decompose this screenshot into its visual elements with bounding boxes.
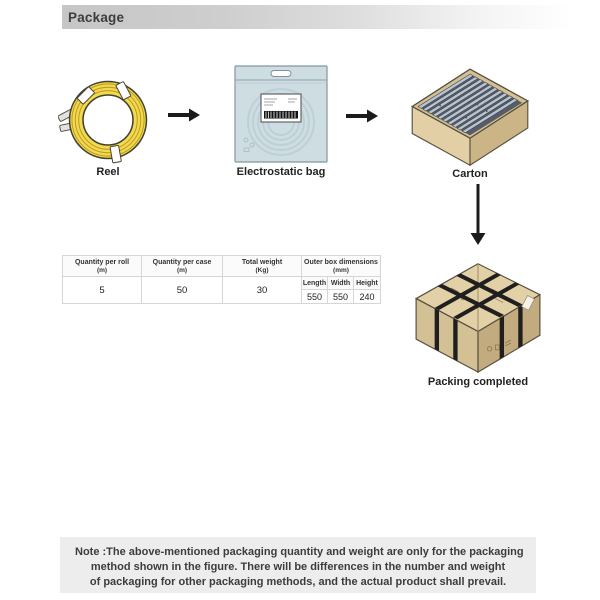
note-line: Note :The above-mentioned packaging quantity and weight are only for the packaging bbox=[75, 546, 524, 558]
packing-completed-caption: Packing completed bbox=[427, 376, 529, 388]
arrow-down-icon bbox=[470, 184, 486, 246]
bag-caption: Electrostatic bag bbox=[236, 166, 326, 178]
bag-label-barcode bbox=[264, 111, 298, 119]
carton-caption: Carton bbox=[452, 168, 488, 180]
cell-qty-per-roll: 5 bbox=[63, 277, 142, 304]
reel-illustration bbox=[58, 70, 158, 170]
packing-spec-table-wrap bbox=[62, 255, 381, 304]
col-header-qty-per-case: Quantity per case (m) bbox=[142, 256, 223, 277]
packing-completed-illustration bbox=[412, 256, 544, 374]
subcol-length: Length bbox=[302, 277, 328, 290]
subcol-width: Width bbox=[328, 277, 354, 290]
cell-width: 550 bbox=[328, 290, 354, 304]
electrostatic-bag-illustration bbox=[233, 64, 329, 164]
arrow-right-icon bbox=[168, 108, 200, 122]
cell-qty-per-case: 50 bbox=[142, 277, 223, 304]
note-line: of packaging for other packaging methods, and the actual product shall prevail. bbox=[89, 576, 507, 588]
packing-spec-table bbox=[62, 255, 381, 304]
cell-length: 550 bbox=[302, 290, 328, 304]
arrow-right-icon bbox=[346, 109, 378, 123]
section-title-bar bbox=[62, 5, 600, 29]
note-box bbox=[60, 537, 536, 593]
page-title: Package bbox=[68, 9, 125, 25]
reel-caption: Reel bbox=[96, 166, 120, 178]
bag-hang-hole bbox=[271, 71, 291, 77]
subcol-height: Height bbox=[354, 277, 381, 290]
col-header-qty-per-roll: Quantity per roll (m) bbox=[63, 256, 142, 277]
cell-total-weight: 30 bbox=[223, 277, 302, 304]
cell-height: 240 bbox=[354, 290, 381, 304]
col-header-total-weight: Total weight (Kg) bbox=[223, 256, 302, 277]
note-line: method shown in the figure. There will be differences in the number and weight bbox=[90, 561, 506, 573]
carton-illustration bbox=[400, 58, 540, 168]
col-header-outer-box-dimensions: Outer box dimensions (mm) bbox=[302, 256, 381, 277]
